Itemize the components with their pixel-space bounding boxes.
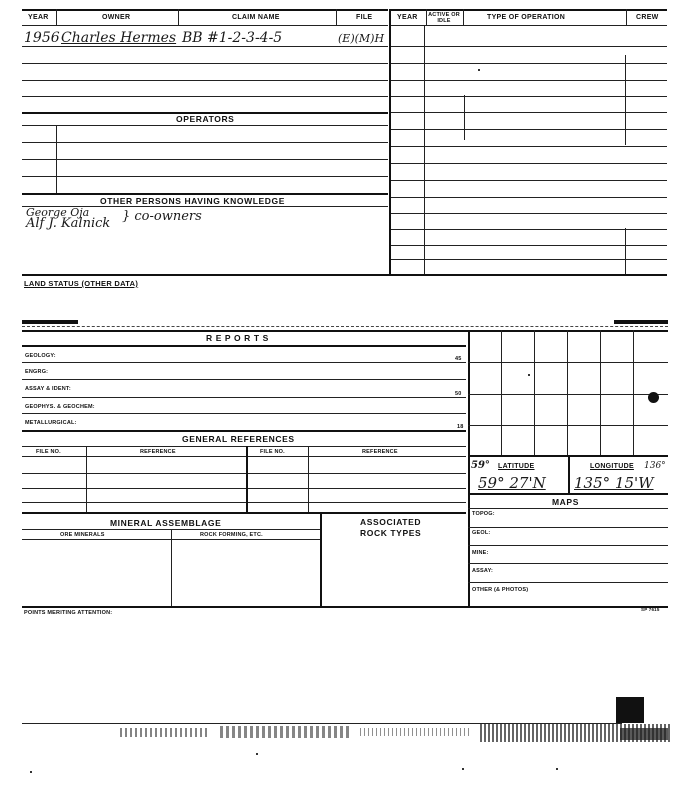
points-meriting-attention: POINTS MERITING ATTENTION: bbox=[24, 610, 113, 616]
report-label-engrg: ENGRG: bbox=[25, 369, 49, 375]
header-crew: CREW bbox=[636, 14, 659, 21]
maps-title: MAPS bbox=[552, 497, 579, 507]
latitude-label: LATITUDE bbox=[498, 463, 535, 470]
report-num-geology: 45 bbox=[455, 356, 462, 362]
header-type-of-operation: TYPE OF OPERATION bbox=[487, 14, 566, 21]
punch-hole bbox=[648, 392, 659, 403]
report-label-assay: ASSAY & IDENT: bbox=[25, 386, 71, 392]
genref-header-file-1: FILE NO. bbox=[36, 449, 61, 455]
associated-label: ASSOCIATED bbox=[360, 517, 422, 527]
operators-label: OPERATORS bbox=[176, 114, 235, 124]
land-status-label: LAND STATUS (OTHER DATA) bbox=[24, 279, 139, 288]
dot-mark bbox=[528, 374, 530, 376]
entry-file: (E)(M)H bbox=[338, 32, 385, 45]
reports-title: R E P O R T S bbox=[206, 333, 269, 343]
header-active-or-idle: ACTIVE OR IDLE bbox=[428, 12, 460, 24]
header-file: FILE bbox=[356, 14, 373, 21]
report-label-geology: GEOLOGY: bbox=[25, 353, 56, 359]
ore-minerals-label: ORE MINERALS bbox=[60, 532, 105, 538]
rock-forming-label: ROCK FORMING, ETC. bbox=[200, 532, 263, 538]
form-code: SP 7615 bbox=[641, 607, 660, 612]
report-label-metallurgical: METALLURGICAL: bbox=[25, 420, 77, 426]
maps-topog: TOPOG: bbox=[472, 511, 495, 517]
other-person-2: Alf J. Kalnick bbox=[26, 216, 111, 231]
mineral-assemblage-title: MINERAL ASSEMBLAGE bbox=[110, 518, 222, 528]
maps-geol: GEOL: bbox=[472, 530, 491, 536]
general-references-title: GENERAL REFERENCES bbox=[182, 434, 295, 444]
header-year-2: YEAR bbox=[397, 14, 418, 21]
genref-header-ref-2: REFERENCE bbox=[362, 449, 398, 455]
lat-prefix: 59° bbox=[471, 460, 490, 471]
rock-types-label: ROCK TYPES bbox=[360, 528, 422, 538]
longitude-label: LONGITUDE bbox=[590, 463, 634, 470]
entry-claim: BB #1-2-3-4-5 bbox=[182, 30, 283, 46]
genref-header-ref-1: REFERENCE bbox=[140, 449, 176, 455]
entry-year: 1956 bbox=[24, 30, 60, 46]
other-persons-label: OTHER PERSONS HAVING KNOWLEDGE bbox=[100, 196, 286, 206]
header-owner: OWNER bbox=[102, 14, 131, 21]
other-person-1: George Oja bbox=[26, 206, 90, 219]
co-owners-note: } co-owners bbox=[122, 209, 202, 224]
entry-owner: Charles Hermes bbox=[61, 30, 177, 46]
report-num-metallurgical: 18 bbox=[457, 424, 464, 430]
header-year: YEAR bbox=[28, 14, 49, 21]
longitude-value: 135° 15'W bbox=[574, 474, 654, 492]
lon-suffix: 136° bbox=[644, 461, 666, 471]
report-label-geophys: GEOPHYS. & GEOCHEM: bbox=[25, 404, 95, 410]
maps-other: OTHER (& PHOTOS) bbox=[472, 587, 529, 593]
maps-mine: MINE: bbox=[472, 550, 489, 556]
report-num-assay: 50 bbox=[455, 391, 462, 397]
latitude-value: 59° 27'N bbox=[478, 474, 546, 492]
maps-assay: ASSAY: bbox=[472, 568, 494, 574]
header-claim-name: CLAIM NAME bbox=[232, 14, 280, 21]
genref-header-file-2: FILE NO. bbox=[260, 449, 285, 455]
